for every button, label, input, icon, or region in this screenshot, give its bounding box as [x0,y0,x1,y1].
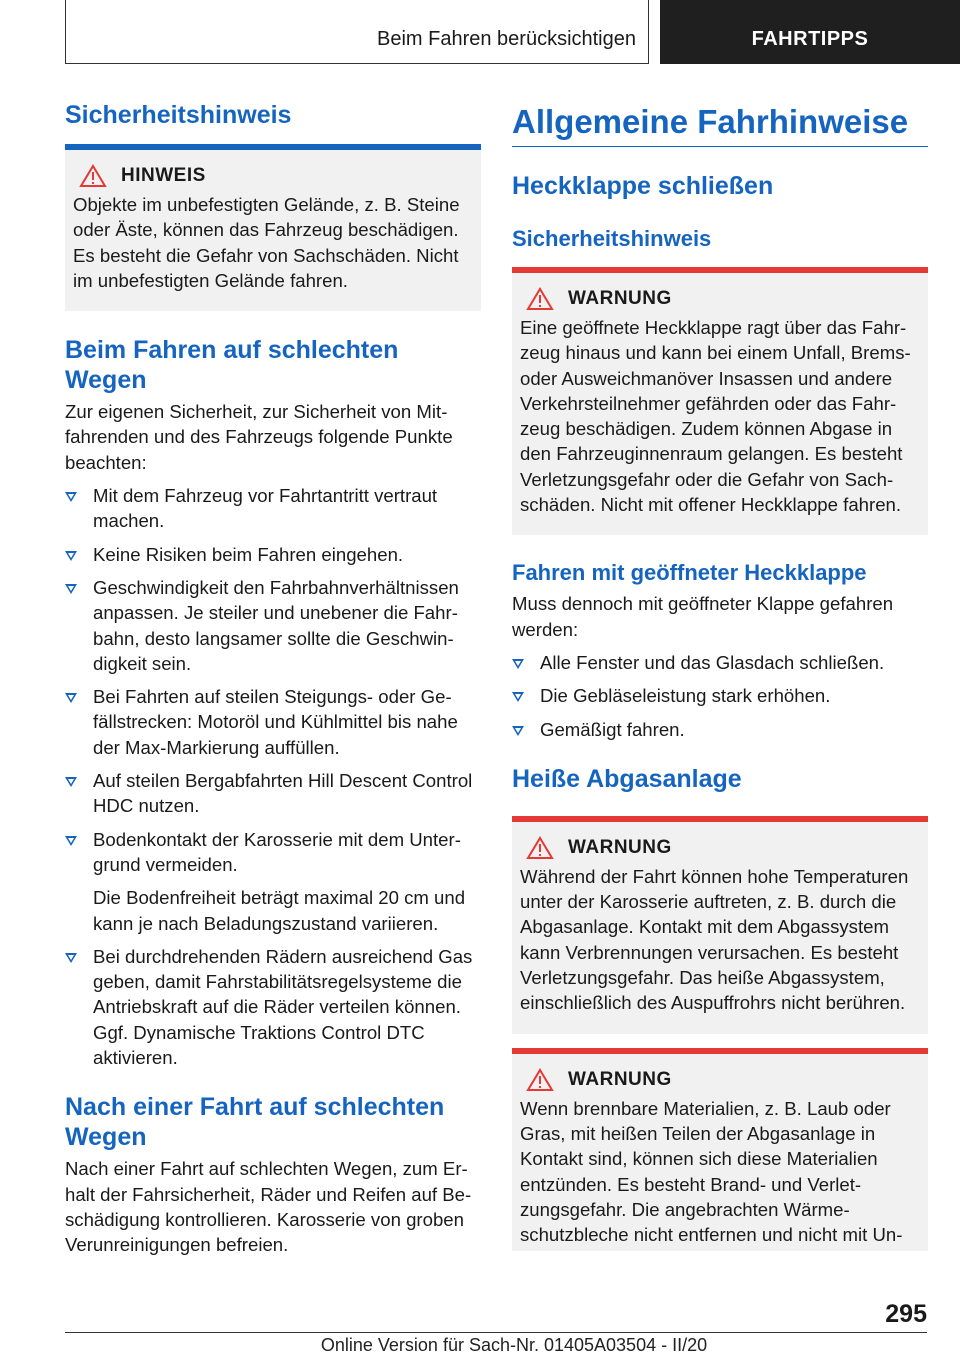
footer-rule [65,1332,927,1333]
exhaust-heading: Heiße Abgasanlage [512,764,742,793]
bullet-triangle-icon [512,659,524,669]
warning-title: WARNUNG [568,288,672,309]
warning-triangle-icon [526,836,554,860]
warning-body: Wenn brennbare Materialien, z. B. Laub oder Gras, mit heißen Teilen der Abgasanlage in Kontakt sind, können sich diese Materialien entzünden. Es besteht Brand- und Verletzungsgefahr. Die angebrachten Wärmeschutzbleche nicht entfernen und nicht mit Un- [520,1097,903,1246]
after-rough-roads-heading: Nach einer Fahrt auf schlechten Wegen [65,1093,445,1152]
list-item: Mit dem Fahrzeug vor Fahrtantritt vertraut machen. [65,483,481,534]
bullet-triangle-icon [65,584,77,594]
open-tailgate-intro: Muss dennoch mit geöffneter Klappe gefahren werden: [512,593,894,640]
right-column [512,100,928,1251]
safety-heading-left: Sicherheitshinweis [65,101,292,129]
main-heading: Allgemeine Fahrhinweise [512,103,909,140]
left-column [65,100,481,1258]
warning-title: WARNUNG [568,1068,672,1090]
list-item: Bodenkontakt der Karosserie mit dem Untergrund vermeiden. Die Bodenfreiheit beträgt maximal 20 cm und kann je nach Beladungszustand variieren. [65,827,481,936]
notice-header [73,164,473,188]
notice-title: HINWEIS [121,165,206,186]
notice-box [65,150,481,311]
bullet-triangle-icon [65,693,77,703]
warning-header [520,287,920,311]
warning-box-tailgate [512,273,928,535]
warning-triangle-icon [79,164,107,188]
footer-text: Online Version für Sach-Nr. 01405A03504 - II/20 [320,1335,708,1355]
bullet-triangle-icon [512,692,524,702]
bullet-triangle-icon [65,953,77,963]
list-item: Bei Fahrten auf steilen Steigungs- oder Gefällstrecken: Motoröl und Kühlmittel bis nahe der Max-Markierung auffüllen. [65,684,481,760]
safety-heading-right: Sicherheitshinweis [512,226,712,251]
header-section-box [65,0,649,64]
list-item: Alle Fenster und das Glasdach schließen. [512,650,928,675]
list-item: Gemäßigt fahren. [512,717,928,742]
header-chapter-tab [660,0,960,64]
rough-roads-intro: Zur eigenen Sicherheit, zur Sicherheit von Mitfahrenden und des Fahrzeugs folgende Punkte beachten: [65,401,453,473]
warning-triangle-icon [526,287,554,311]
warning-title: WARNUNG [568,836,672,858]
list-item: Geschwindigkeit den Fahrbahnverhältnissen anpassen. Je steiler und unebener die Fahrbahn, desto langsamer sollte die Geschwindigkeit sein. [65,575,481,676]
warning-box-exhaust-2 [512,1054,928,1252]
rough-roads-list [65,483,481,1070]
list-item: Die Gebläseleistung stark erhöhen. [512,683,928,708]
header-chapter-label: FAHRTIPPS [751,28,869,50]
notice-body: Objekte im unbefestigten Gelände, z. B. Steine oder Äste, können das Fahrzeug beschädigen. Es besteht die Gefahr von Sachschäden. Nicht im unbefestigten Gelände fahren. [73,194,460,291]
open-tailgate-list [512,650,928,742]
warning-header [520,1068,920,1092]
bullet-triangle-icon [512,726,524,736]
tailgate-heading: Heckklappe schließen [512,172,774,200]
list-item: Auf steilen Bergabfahrten Hill Descent Control HDC nutzen. [65,768,481,819]
warning-body: Eine geöffnete Heckklappe ragt über das Fahrzeug hinaus und kann bei einem Unfall, Brems- oder Ausweichmanöver Insassen und andere Verkehrsteilnehmer gefährden oder das Fahrzeug beschädigen. Zudem können Abgase in den Fahrzeuginnenraum gelangen. Es besteht Verletzungsgefahr oder die Gefahr von Sachschäden. Nicht mit offener Heckklappe fahren. [520,317,911,516]
warning-triangle-icon [526,1068,554,1092]
bullet-triangle-icon [65,836,77,846]
rough-roads-heading: Beim Fahren auf schlechten Wegen [65,336,399,395]
page-number: 295 [885,1300,927,1328]
after-rough-roads-text: Nach einer Fahrt auf schlechten Wegen, zum Erhalt der Fahrsicherheit, Räder und Reifen auf Beschädigung kontrollieren. Karosserie von groben Verunreinigungen befreien. [65,1158,472,1256]
open-tailgate-heading: Fahren mit geöffneter Heckklappe [512,560,867,586]
warning-box-exhaust-1 [512,822,928,1034]
list-item: Bei durchdrehenden Rädern ausreichend Gas geben, damit Fahrstabilitätsregelsysteme die Antriebskraft auf die Räder verteilen können. Ggf. Dynamische Traktions Control DTC aktivieren. [65,944,481,1070]
warning-header [520,836,920,860]
list-item-subtext: Die Bodenfreiheit beträgt maximal 20 cm und kann je nach Beladungszustand variieren. [93,887,466,934]
header-section-title: Beim Fahren berücksichtigen [376,28,636,50]
warning-body: Während der Fahrt können hohe Temperaturen unter der Karosserie auftreten, z. B. durch die Abgasanlage. Kontakt mit dem Abgassystem kann Verbrennungen verursachen. Es besteht Verletzungsgefahr. Das heiße Abgassystem, einschließlich des Auspuffrohrs nicht berühren. [520,865,909,1014]
bullet-triangle-icon [65,777,77,787]
bullet-triangle-icon [65,492,77,502]
list-item: Keine Risiken beim Fahren eingehen. [65,542,481,567]
blue-thin-rule [512,146,928,147]
bullet-triangle-icon [65,551,77,561]
